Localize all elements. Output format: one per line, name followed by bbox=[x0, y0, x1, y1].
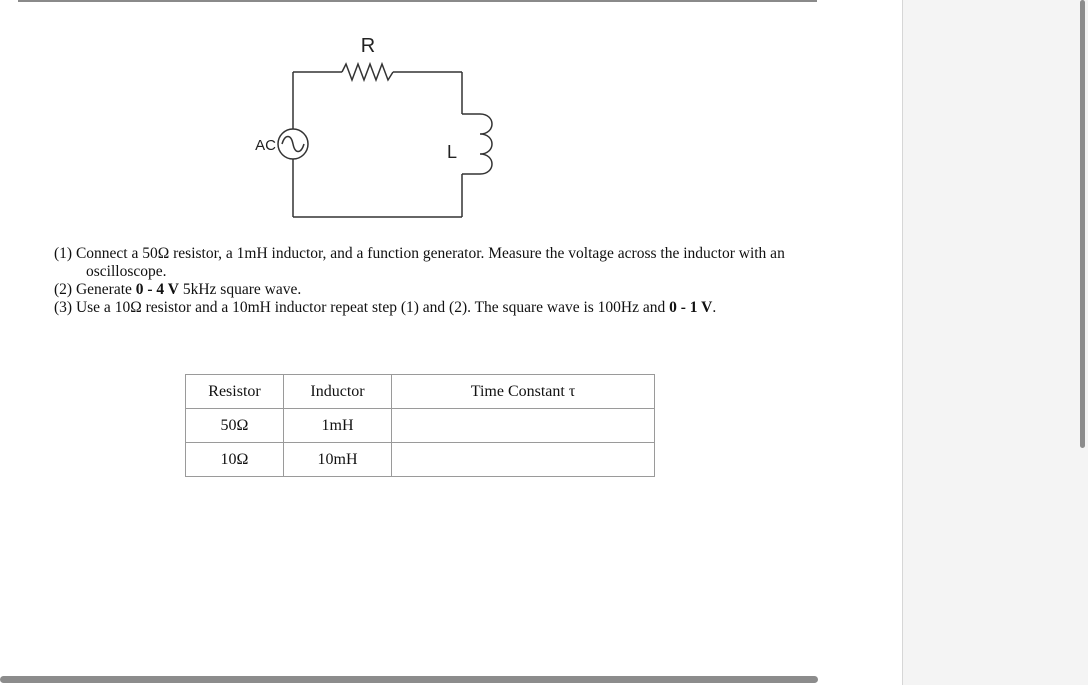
step-emphasis: 0 - 4 V bbox=[135, 281, 179, 298]
resistor-label: R bbox=[360, 35, 376, 57]
step-1 bbox=[54, 245, 824, 281]
cell-time-constant[interactable] bbox=[392, 409, 655, 443]
step-text: Generate bbox=[75, 281, 136, 298]
rl-circuit-diagram bbox=[230, 28, 530, 223]
procedure-steps bbox=[54, 245, 824, 317]
step-number: (3) bbox=[54, 299, 73, 316]
inductor-symbol bbox=[480, 114, 492, 174]
header-resistor: Resistor bbox=[186, 375, 284, 409]
source-label: AC bbox=[255, 137, 276, 154]
step-number: (2) bbox=[54, 281, 73, 298]
table-row bbox=[186, 409, 655, 443]
cell-inductor: 1mH bbox=[284, 409, 392, 443]
table-header-row bbox=[186, 375, 655, 409]
horizontal-scrollbar[interactable] bbox=[0, 676, 818, 683]
cell-time-constant[interactable] bbox=[392, 443, 655, 477]
header-inductor: Inductor bbox=[284, 375, 392, 409]
step-text: Connect a 50Ω resistor, a 1mH inductor, and a function generator. Measure the voltage across the inductor with an oscilloscope. bbox=[75, 245, 785, 280]
cell-resistor: 50Ω bbox=[186, 409, 284, 443]
side-panel bbox=[902, 0, 1088, 685]
page-top-edge bbox=[18, 0, 817, 2]
step-text: 5kHz square wave. bbox=[178, 281, 302, 298]
step-text: Use a 10Ω resistor and a 10mH inductor repeat step (1) and (2). The square wave is 100Hz and bbox=[75, 299, 670, 316]
time-constant-table bbox=[185, 374, 655, 477]
step-text: . bbox=[712, 299, 717, 316]
vertical-scrollbar[interactable] bbox=[1080, 0, 1085, 448]
step-emphasis: 0 - 1 V bbox=[669, 299, 713, 316]
table-row bbox=[186, 443, 655, 477]
cell-inductor: 10mH bbox=[284, 443, 392, 477]
step-2 bbox=[54, 281, 824, 299]
cell-resistor: 10Ω bbox=[186, 443, 284, 477]
step-3 bbox=[54, 299, 824, 317]
inductor-label: L bbox=[446, 142, 458, 162]
header-time-constant: Time Constant τ bbox=[392, 375, 655, 409]
step-number: (1) bbox=[54, 245, 73, 262]
resistor-symbol bbox=[342, 64, 393, 80]
